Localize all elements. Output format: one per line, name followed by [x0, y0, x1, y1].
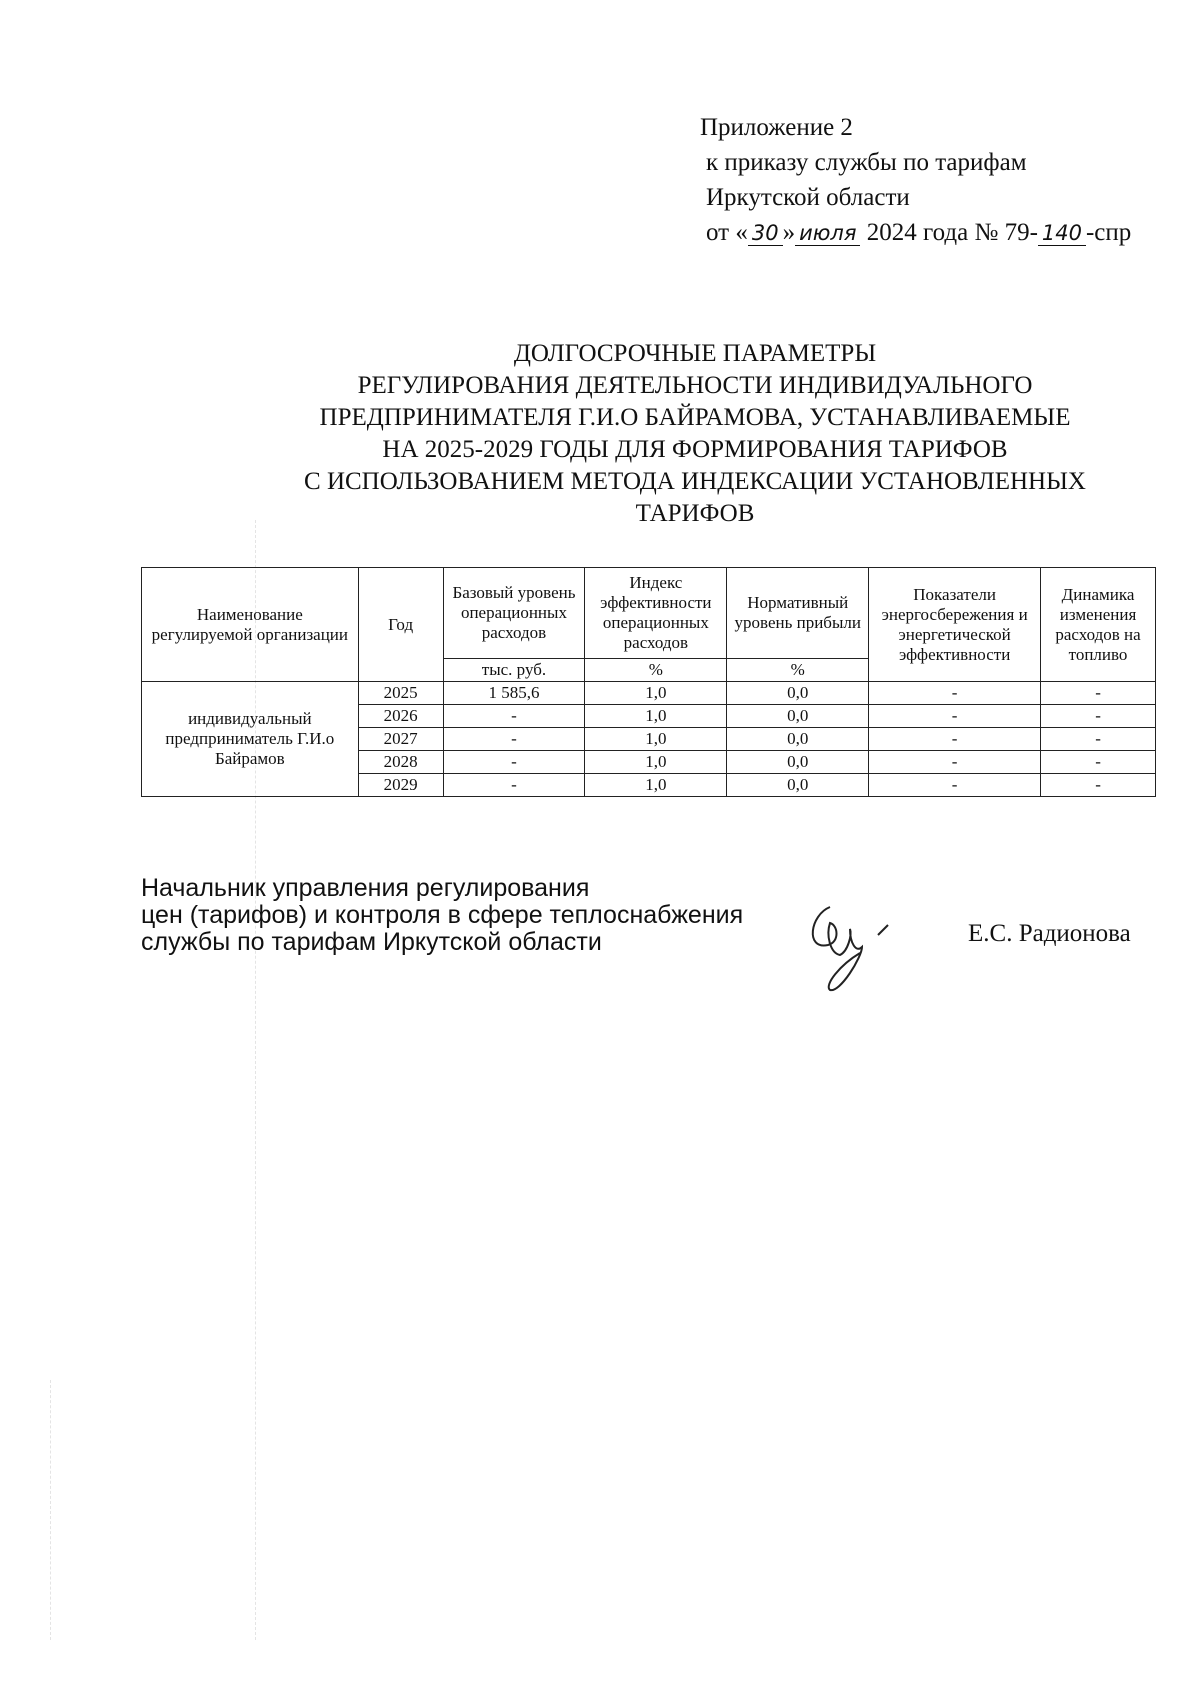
date-month: июля [795, 221, 860, 246]
base-cell: - [443, 728, 585, 751]
index-cell: 1,0 [585, 705, 727, 728]
year-cell: 2028 [358, 751, 443, 774]
profit-cell: 0,0 [727, 728, 869, 751]
order-number: 140 [1038, 221, 1086, 246]
scan-artifact-line [50, 1380, 51, 1640]
fuel-cell: - [1041, 705, 1156, 728]
header-efficiency-index: Индекс эффективности операционных расходов [585, 568, 727, 659]
title-line: ДОЛГОСРОЧНЫЕ ПАРАМЕТРЫ [513, 340, 877, 367]
profit-cell: 0,0 [727, 682, 869, 705]
fuel-cell: - [1041, 728, 1156, 751]
date-mid: » [782, 219, 796, 246]
date-suffix: 2024 года № 79- [866, 219, 1038, 246]
unit-base-level: тыс. руб. [443, 659, 585, 682]
position-line: Начальник управления регулирования [141, 874, 590, 902]
title-line: НА 2025-2029 ГОДЫ ДЛЯ ФОРМИРОВАНИЯ ТАРИФОВ [382, 436, 1008, 463]
index-cell: 1,0 [585, 751, 727, 774]
fuel-cell: - [1041, 682, 1156, 705]
handwritten-signature [800, 895, 910, 995]
signature-stroke [878, 925, 888, 935]
title-line: С ИСПОЛЬЗОВАНИЕМ МЕТОДА ИНДЕКСАЦИИ УСТАНОВЛЕННЫХ [304, 468, 1086, 495]
unit-efficiency-index: % [585, 659, 727, 682]
parameters-table [141, 567, 1156, 797]
organization-cell: индивидуальный предприниматель Г.И.о Байрамов [142, 682, 359, 797]
energy-cell: - [869, 728, 1041, 751]
base-cell: - [443, 705, 585, 728]
energy-cell: - [869, 705, 1041, 728]
appendix-note [700, 110, 1131, 250]
header-organization: Наименование регулируемой организации [142, 568, 359, 682]
header-fuel-dynamics: Динамика изменения расходов на топливо [1041, 568, 1156, 682]
signature-stroke [813, 907, 862, 990]
signatory-position [141, 875, 743, 956]
energy-cell: - [869, 774, 1041, 797]
energy-cell: - [869, 751, 1041, 774]
year-cell: 2025 [358, 682, 443, 705]
year-cell: 2027 [358, 728, 443, 751]
signatory-name: Е.С. Радионова [968, 920, 1131, 947]
year-cell: 2029 [358, 774, 443, 797]
base-cell: 1 585,6 [443, 682, 585, 705]
header-profit-level: Нормативный уровень прибыли [727, 568, 869, 659]
fuel-cell: - [1041, 751, 1156, 774]
position-line: службы по тарифам Иркутской области [141, 928, 602, 956]
appendix-line-1: Приложение 2 [700, 114, 853, 141]
order-suffix: -спр [1085, 219, 1132, 246]
table-row [142, 682, 1156, 705]
fuel-cell: - [1041, 774, 1156, 797]
unit-profit-level: % [727, 659, 869, 682]
base-cell: - [443, 774, 585, 797]
header-base-level: Базовый уровень операционных расходов [443, 568, 585, 659]
energy-cell: - [869, 682, 1041, 705]
base-cell: - [443, 751, 585, 774]
profit-cell: 0,0 [727, 751, 869, 774]
index-cell: 1,0 [585, 682, 727, 705]
index-cell: 1,0 [585, 728, 727, 751]
date-prefix: от « [706, 219, 748, 246]
header-year: Год [358, 568, 443, 682]
profit-cell: 0,0 [727, 774, 869, 797]
profit-cell: 0,0 [727, 705, 869, 728]
year-cell: 2026 [358, 705, 443, 728]
header-energy-saving: Показатели энергосбережения и энергетической эффективности [869, 568, 1041, 682]
appendix-line-2: к приказу службы по тарифам [706, 149, 1027, 176]
title-line: ТАРИФОВ [635, 500, 755, 527]
appendix-date-line [700, 215, 1131, 250]
appendix-line-3: Иркутской области [706, 184, 910, 211]
title-line: РЕГУЛИРОВАНИЯ ДЕЯТЕЛЬНОСТИ ИНДИВИДУАЛЬНОГО [357, 372, 1033, 399]
document-title [215, 338, 1175, 530]
index-cell: 1,0 [585, 774, 727, 797]
title-line: ПРЕДПРИНИМАТЕЛЯ Г.И.О БАЙРАМОВА, УСТАНАВЛИВАЕМЫЕ [319, 404, 1071, 431]
date-day: 30 [748, 221, 783, 246]
position-line: цен (тарифов) и контроля в сфере теплоснабжения [141, 901, 744, 929]
